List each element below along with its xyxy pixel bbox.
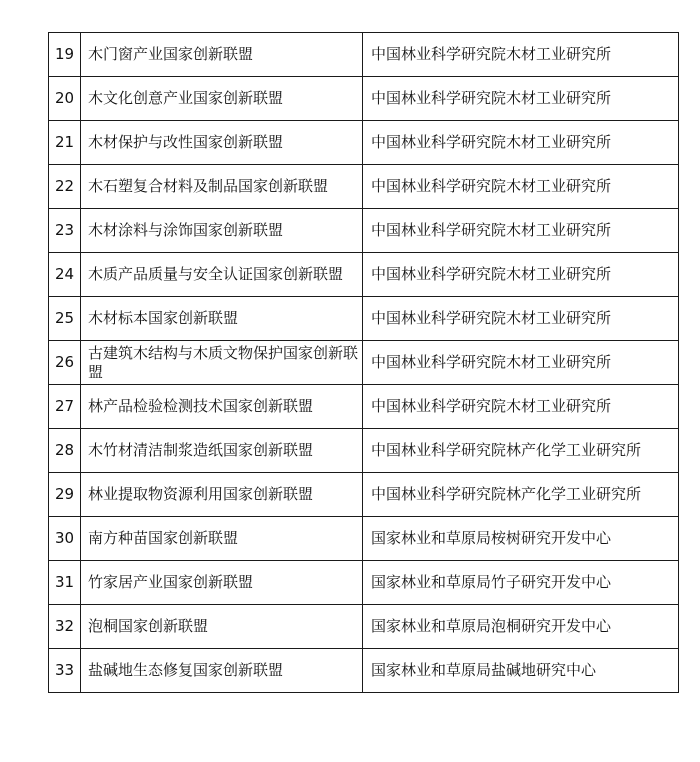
row-number-cell: 20	[49, 77, 81, 121]
lead-organization-cell: 中国林业科学研究院木材工业研究所	[363, 385, 679, 429]
table-row	[49, 561, 679, 605]
row-number-cell: 24	[49, 253, 81, 297]
lead-organization-cell: 中国林业科学研究院木材工业研究所	[363, 33, 679, 77]
alliance-name-cell: 木质产品质量与安全认证国家创新联盟	[81, 253, 363, 297]
table-body	[49, 33, 679, 693]
lead-organization-cell: 国家林业和草原局桉树研究开发中心	[363, 517, 679, 561]
lead-organization-cell: 中国林业科学研究院木材工业研究所	[363, 121, 679, 165]
lead-organization-cell: 中国林业科学研究院林产化学工业研究所	[363, 473, 679, 517]
row-number-cell: 30	[49, 517, 81, 561]
alliance-name-cell: 木材保护与改性国家创新联盟	[81, 121, 363, 165]
row-number-cell: 19	[49, 33, 81, 77]
lead-organization-cell: 中国林业科学研究院木材工业研究所	[363, 341, 679, 385]
lead-organization-cell: 国家林业和草原局竹子研究开发中心	[363, 561, 679, 605]
table-row	[49, 209, 679, 253]
table-row	[49, 473, 679, 517]
row-number-cell: 32	[49, 605, 81, 649]
row-number-cell: 25	[49, 297, 81, 341]
lead-organization-cell: 中国林业科学研究院林产化学工业研究所	[363, 429, 679, 473]
lead-organization-cell: 中国林业科学研究院木材工业研究所	[363, 297, 679, 341]
row-number-cell: 22	[49, 165, 81, 209]
table-row	[49, 341, 679, 385]
alliance-table	[48, 32, 679, 693]
table-row	[49, 297, 679, 341]
alliance-name-cell: 木文化创意产业国家创新联盟	[81, 77, 363, 121]
table-row	[49, 121, 679, 165]
lead-organization-cell: 国家林业和草原局泡桐研究开发中心	[363, 605, 679, 649]
alliance-name-cell: 盐碱地生态修复国家创新联盟	[81, 649, 363, 693]
alliance-name-cell: 林产品检验检测技术国家创新联盟	[81, 385, 363, 429]
table-row	[49, 77, 679, 121]
row-number-cell: 21	[49, 121, 81, 165]
table-row	[49, 385, 679, 429]
table-row	[49, 429, 679, 473]
row-number-cell: 27	[49, 385, 81, 429]
alliance-name-cell: 南方种苗国家创新联盟	[81, 517, 363, 561]
table-row	[49, 605, 679, 649]
alliance-name-cell: 木石塑复合材料及制品国家创新联盟	[81, 165, 363, 209]
alliance-name-cell: 古建筑木结构与木质文物保护国家创新联盟	[81, 341, 363, 385]
row-number-cell: 33	[49, 649, 81, 693]
lead-organization-cell: 中国林业科学研究院木材工业研究所	[363, 253, 679, 297]
table-row	[49, 517, 679, 561]
table-row	[49, 253, 679, 297]
table-row	[49, 33, 679, 77]
alliance-name-cell: 泡桐国家创新联盟	[81, 605, 363, 649]
alliance-name-cell: 木竹材清洁制浆造纸国家创新联盟	[81, 429, 363, 473]
lead-organization-cell: 中国林业科学研究院木材工业研究所	[363, 165, 679, 209]
row-number-cell: 26	[49, 341, 81, 385]
row-number-cell: 23	[49, 209, 81, 253]
alliance-name-cell: 林业提取物资源利用国家创新联盟	[81, 473, 363, 517]
alliance-table-container	[48, 32, 678, 693]
alliance-name-cell: 木门窗产业国家创新联盟	[81, 33, 363, 77]
alliance-name-cell: 木材涂料与涂饰国家创新联盟	[81, 209, 363, 253]
table-row	[49, 165, 679, 209]
alliance-name-cell: 竹家居产业国家创新联盟	[81, 561, 363, 605]
row-number-cell: 29	[49, 473, 81, 517]
lead-organization-cell: 中国林业科学研究院木材工业研究所	[363, 209, 679, 253]
table-row	[49, 649, 679, 693]
alliance-name-cell: 木材标本国家创新联盟	[81, 297, 363, 341]
lead-organization-cell: 国家林业和草原局盐碱地研究中心	[363, 649, 679, 693]
lead-organization-cell: 中国林业科学研究院木材工业研究所	[363, 77, 679, 121]
row-number-cell: 28	[49, 429, 81, 473]
row-number-cell: 31	[49, 561, 81, 605]
